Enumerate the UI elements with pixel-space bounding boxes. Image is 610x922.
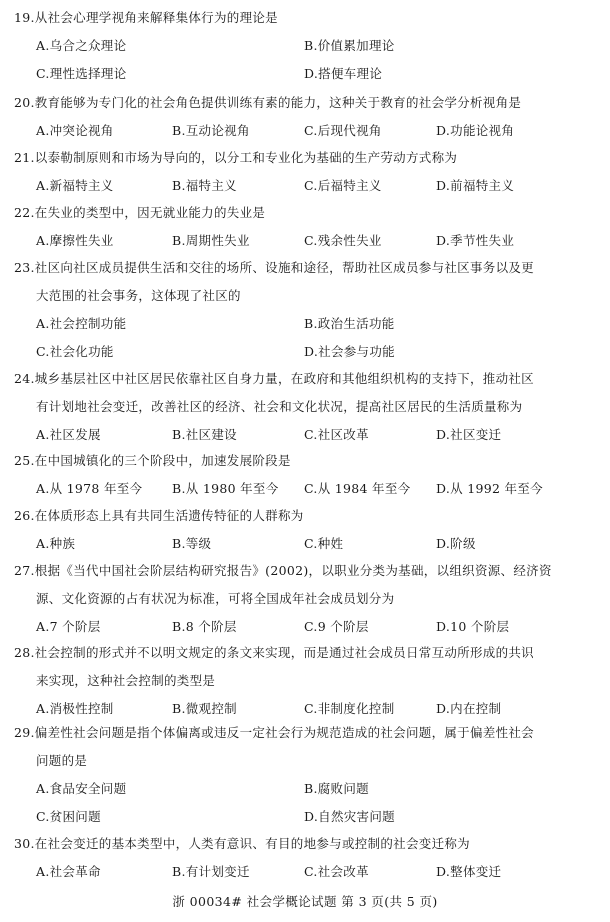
question-stem: 27.根据《当代中国社会阶层结构研究报告》(2002)，以职业分类为基础，以组织资源、经济资 [14, 563, 552, 578]
option-d: D.社会参与功能 [304, 344, 395, 359]
option-a: A.冲突论视角 [36, 123, 114, 138]
question-stem: 20.教育能够为专门化的社会角色提供训练有素的能力，这种关于教育的社会学分析视角是 [14, 95, 522, 110]
options-row [14, 613, 599, 641]
page-footer: 浙 00034# 社会学概论试题 第 3 页(共 5 页) [172, 894, 438, 909]
option-c: C.社会改革 [304, 864, 369, 879]
question-26 [14, 502, 599, 558]
option-d: D.社区变迁 [436, 427, 502, 442]
option-d: D.季节性失业 [436, 233, 515, 248]
option-a: A.消极性控制 [36, 701, 114, 716]
options-row [14, 803, 599, 831]
question-20 [14, 89, 599, 145]
option-b: B.等级 [172, 536, 212, 551]
option-c: C.9 个阶层 [304, 619, 369, 634]
option-c: C.从 1984 年至今 [304, 481, 411, 496]
question-stem: 26.在体质形态上具有共同生活遗传特征的人群称为 [14, 508, 304, 523]
question-23 [14, 254, 599, 366]
question-22 [14, 199, 599, 255]
question-25 [14, 447, 599, 503]
option-a: A.种族 [36, 536, 76, 551]
question-28 [14, 639, 599, 723]
question-27 [14, 557, 599, 641]
options-row [14, 530, 599, 558]
option-b: B.社区建设 [172, 427, 237, 442]
option-d: D.自然灾害问题 [304, 809, 395, 824]
option-c: C.贫困问题 [36, 809, 101, 824]
option-b: B.8 个阶层 [172, 619, 237, 634]
option-b: B.有计划变迁 [172, 864, 250, 879]
option-a: A.社会革命 [36, 864, 101, 879]
question-stem: 25.在中国城镇化的三个阶段中，加速发展阶段是 [14, 453, 291, 468]
option-d: D.搭便车理论 [304, 66, 383, 81]
option-b: B.价值累加理论 [304, 38, 395, 53]
option-c: C.后福特主义 [304, 178, 382, 193]
question-stem: 21.以泰勒制原则和市场为导向的，以分工和专业化为基础的生产劳动方式称为 [14, 150, 458, 165]
option-b: B.福特主义 [172, 178, 237, 193]
option-c: C.理性选择理论 [36, 66, 127, 81]
option-b: B.周期性失业 [172, 233, 250, 248]
options-row [14, 32, 599, 60]
question-24 [14, 365, 599, 449]
options-row [14, 60, 599, 88]
question-stem: 19.从社会心理学视角来解释集体行为的理论是 [14, 10, 278, 25]
question-stem: 23.社区向社区成员提供生活和交往的场所、设施和途径，帮助社区成员参与社区事务以及更 [14, 260, 534, 275]
option-d: D.阶级 [436, 536, 476, 551]
question-stem: 30.在社会变迁的基本类型中，人类有意识、有目的地参与或控制的社会变迁称为 [14, 836, 470, 851]
question-stem: 24.城乡基层社区中社区居民依靠社区自身力量，在政府和其他组织机构的支持下，推动社区 [14, 371, 534, 386]
option-c: C.种姓 [304, 536, 344, 551]
option-b: B.腐败问题 [304, 781, 369, 796]
option-d: D.整体变迁 [436, 864, 502, 879]
option-b: B.微观控制 [172, 701, 237, 716]
question-stem-continued: 源、文化资源的占有状况为标准，可将全国成年社会成员划分为 [36, 591, 395, 606]
option-c: C.社区改革 [304, 427, 369, 442]
options-row [14, 475, 599, 503]
option-a: A.摩擦性失业 [36, 233, 114, 248]
options-row [14, 338, 599, 366]
option-c: C.非制度化控制 [304, 701, 395, 716]
options-row [14, 310, 599, 338]
options-row [14, 775, 599, 803]
option-a: A.食品安全问题 [36, 781, 127, 796]
option-b: B.从 1980 年至今 [172, 481, 279, 496]
question-stem: 28.社会控制的形式并不以明文规定的条文来实现，而是通过社会成员日常互动所形成的共识 [14, 645, 534, 660]
options-row [14, 858, 599, 886]
question-stem: 29.偏差性社会问题是指个体偏离或违反一定社会行为规范造成的社会问题，属于偏差性社会 [14, 725, 534, 740]
options-row [14, 421, 599, 449]
option-b: B.政治生活功能 [304, 316, 395, 331]
option-d: D.从 1992 年至今 [436, 481, 543, 496]
option-a: A.新福特主义 [36, 178, 114, 193]
question-stem-continued: 有计划地社会变迁，改善社区的经济、社会和文化状况，提高社区居民的生活质量称为 [36, 399, 523, 414]
question-stem: 22.在失业的类型中，因无就业能力的失业是 [14, 205, 266, 220]
question-stem-continued: 问题的是 [36, 753, 88, 768]
option-b: B.互动论视角 [172, 123, 250, 138]
options-row [14, 227, 599, 255]
option-d: D.功能论视角 [436, 123, 515, 138]
option-a: A.乌合之众理论 [36, 38, 127, 53]
option-c: C.残余性失业 [304, 233, 382, 248]
options-row [14, 172, 599, 200]
option-d: D.前福特主义 [436, 178, 515, 193]
question-29 [14, 719, 599, 831]
option-a: A.社区发展 [36, 427, 101, 442]
option-a: A.7 个阶层 [36, 619, 101, 634]
option-a: A.社会控制功能 [36, 316, 127, 331]
option-d: D.内在控制 [436, 701, 502, 716]
question-30 [14, 830, 599, 886]
options-row [14, 117, 599, 145]
option-c: C.社会化功能 [36, 344, 114, 359]
option-d: D.10 个阶层 [436, 619, 510, 634]
question-19 [14, 4, 599, 88]
option-c: C.后现代视角 [304, 123, 382, 138]
question-stem-continued: 来实现，这种社会控制的类型是 [36, 673, 216, 688]
question-stem-continued: 大范围的社会事务，这体现了社区的 [36, 288, 241, 303]
question-21 [14, 144, 599, 200]
option-a: A.从 1978 年至今 [36, 481, 143, 496]
